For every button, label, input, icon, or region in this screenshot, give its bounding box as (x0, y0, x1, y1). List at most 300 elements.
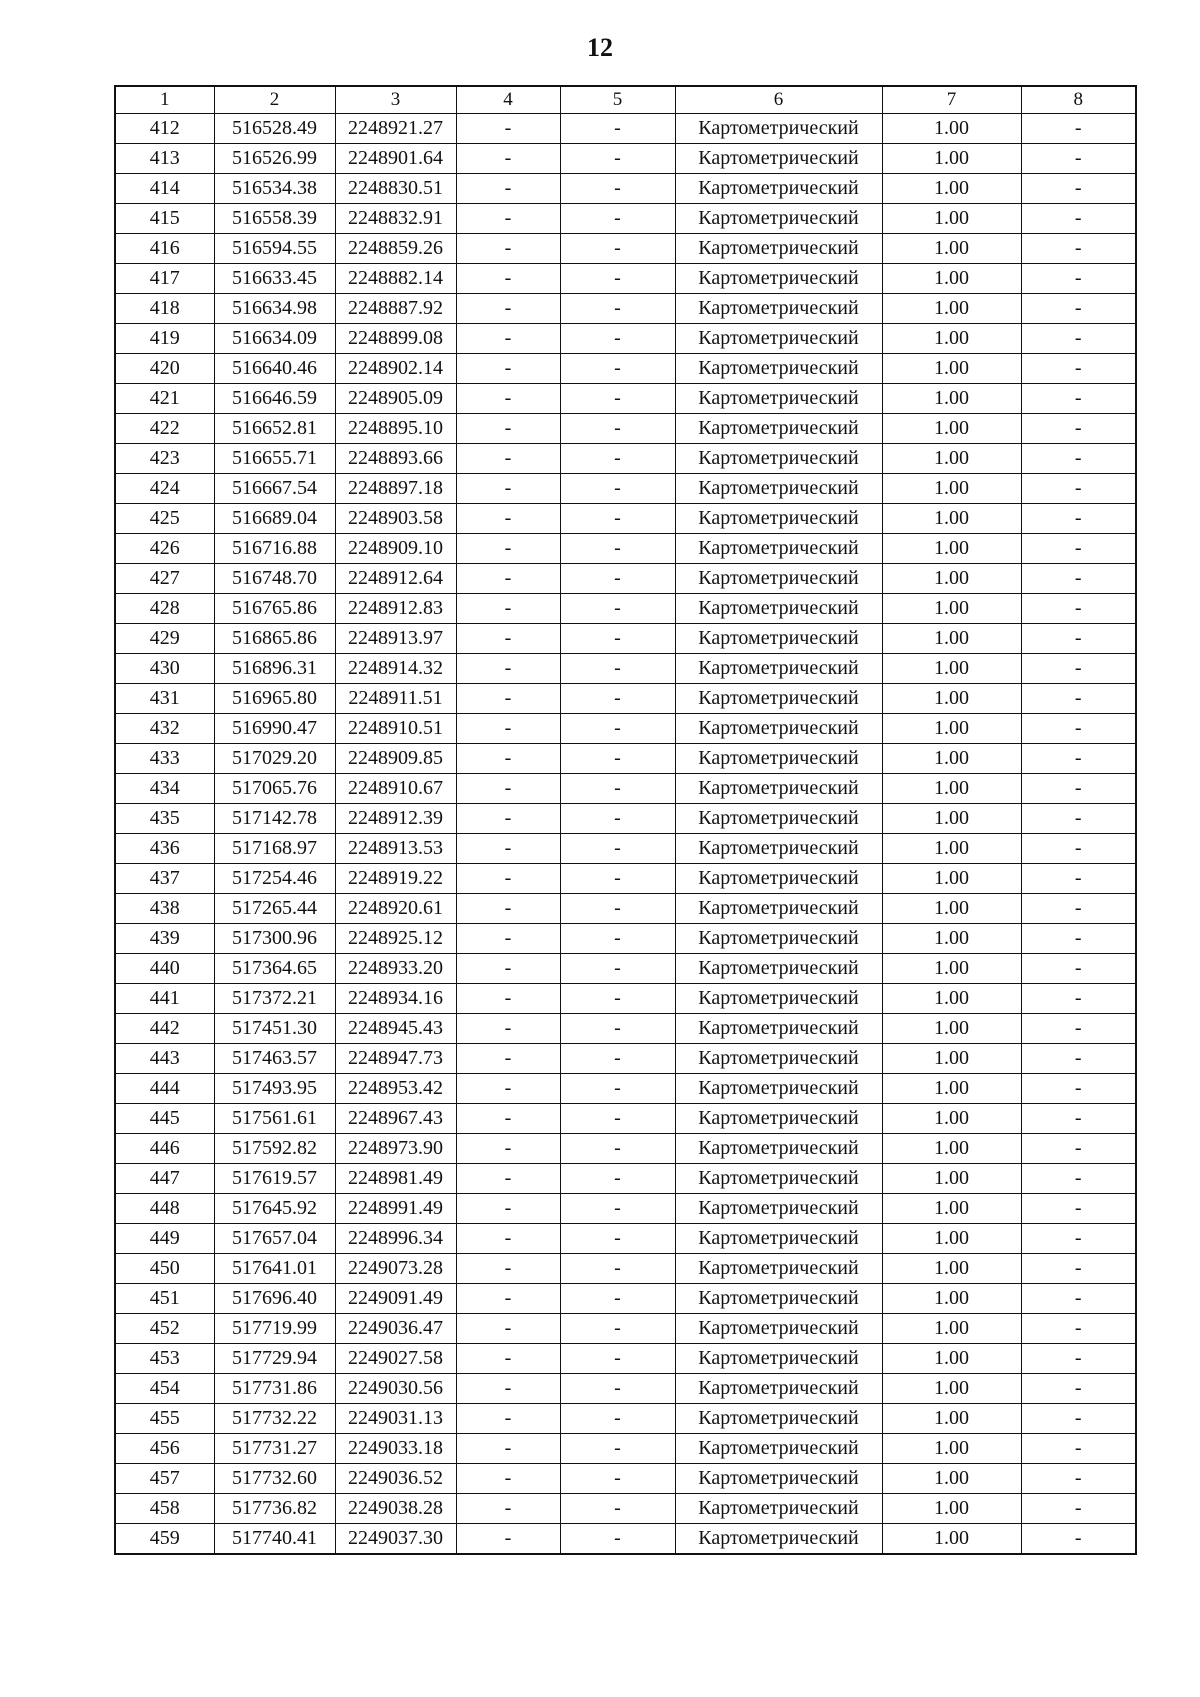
method-cell: Картометрический (675, 324, 882, 354)
y-coordinate-cell: 2248945.43 (335, 1014, 456, 1044)
col4-cell: - (456, 1464, 560, 1494)
table-row (115, 1524, 1136, 1555)
col8-cell: - (1021, 1224, 1136, 1254)
accuracy-cell: 1.00 (882, 534, 1021, 564)
y-coordinate-cell: 2248981.49 (335, 1164, 456, 1194)
method-cell: Картометрический (675, 1524, 882, 1555)
x-coordinate-cell: 517740.41 (214, 1524, 335, 1555)
x-coordinate-cell: 517619.57 (214, 1164, 335, 1194)
point-number-cell: 428 (115, 594, 214, 624)
y-coordinate-cell: 2248914.32 (335, 654, 456, 684)
col4-cell: - (456, 744, 560, 774)
col4-cell: - (456, 684, 560, 714)
x-coordinate-cell: 517168.97 (214, 834, 335, 864)
col4-cell: - (456, 624, 560, 654)
col4-cell: - (456, 774, 560, 804)
accuracy-cell: 1.00 (882, 684, 1021, 714)
table-row (115, 414, 1136, 444)
x-coordinate-cell: 517657.04 (214, 1224, 335, 1254)
col4-cell: - (456, 174, 560, 204)
point-number-cell: 452 (115, 1314, 214, 1344)
col5-cell: - (560, 1014, 675, 1044)
y-coordinate-cell: 2248897.18 (335, 474, 456, 504)
table-row (115, 774, 1136, 804)
point-number-cell: 427 (115, 564, 214, 594)
method-cell: Картометрический (675, 1344, 882, 1374)
y-coordinate-cell: 2248953.42 (335, 1074, 456, 1104)
col5-cell: - (560, 804, 675, 834)
point-number-cell: 440 (115, 954, 214, 984)
accuracy-cell: 1.00 (882, 1224, 1021, 1254)
col4-cell: - (456, 1254, 560, 1284)
col5-cell: - (560, 204, 675, 234)
col4-cell: - (456, 1194, 560, 1224)
point-number-cell: 436 (115, 834, 214, 864)
table-row (115, 444, 1136, 474)
point-number-cell: 421 (115, 384, 214, 414)
table-row (115, 924, 1136, 954)
method-cell: Картометрический (675, 444, 882, 474)
coordinates-table (114, 85, 1137, 1555)
header-cell-5: 5 (560, 86, 675, 114)
col5-cell: - (560, 684, 675, 714)
accuracy-cell: 1.00 (882, 294, 1021, 324)
col5-cell: - (560, 474, 675, 504)
point-number-cell: 459 (115, 1524, 214, 1555)
point-number-cell: 425 (115, 504, 214, 534)
method-cell: Картометрический (675, 1314, 882, 1344)
method-cell: Картометрический (675, 894, 882, 924)
y-coordinate-cell: 2249036.52 (335, 1464, 456, 1494)
method-cell: Картометрический (675, 234, 882, 264)
method-cell: Картометрический (675, 864, 882, 894)
point-number-cell: 455 (115, 1404, 214, 1434)
col5-cell: - (560, 834, 675, 864)
y-coordinate-cell: 2249038.28 (335, 1494, 456, 1524)
x-coordinate-cell: 516594.55 (214, 234, 335, 264)
method-cell: Картометрический (675, 1014, 882, 1044)
point-number-cell: 448 (115, 1194, 214, 1224)
accuracy-cell: 1.00 (882, 144, 1021, 174)
table-row (115, 744, 1136, 774)
header-row (115, 86, 1136, 114)
point-number-cell: 450 (115, 1254, 214, 1284)
col5-cell: - (560, 864, 675, 894)
col4-cell: - (456, 1164, 560, 1194)
point-number-cell: 445 (115, 1104, 214, 1134)
col8-cell: - (1021, 1494, 1136, 1524)
col4-cell: - (456, 1014, 560, 1044)
x-coordinate-cell: 517029.20 (214, 744, 335, 774)
table-row (115, 1374, 1136, 1404)
col4-cell: - (456, 984, 560, 1014)
col8-cell: - (1021, 864, 1136, 894)
col4-cell: - (456, 114, 560, 144)
col5-cell: - (560, 594, 675, 624)
accuracy-cell: 1.00 (882, 474, 1021, 504)
point-number-cell: 431 (115, 684, 214, 714)
table-row (115, 954, 1136, 984)
method-cell: Картометрический (675, 204, 882, 234)
col8-cell: - (1021, 444, 1136, 474)
accuracy-cell: 1.00 (882, 894, 1021, 924)
col4-cell: - (456, 654, 560, 684)
col8-cell: - (1021, 1074, 1136, 1104)
col8-cell: - (1021, 1344, 1136, 1374)
table-row (115, 1164, 1136, 1194)
x-coordinate-cell: 517493.95 (214, 1074, 335, 1104)
table-row (115, 204, 1136, 234)
x-coordinate-cell: 516558.39 (214, 204, 335, 234)
col4-cell: - (456, 414, 560, 444)
col4-cell: - (456, 204, 560, 234)
y-coordinate-cell: 2248832.91 (335, 204, 456, 234)
point-number-cell: 458 (115, 1494, 214, 1524)
col4-cell: - (456, 564, 560, 594)
point-number-cell: 444 (115, 1074, 214, 1104)
col8-cell: - (1021, 474, 1136, 504)
method-cell: Картометрический (675, 774, 882, 804)
col5-cell: - (560, 1344, 675, 1374)
point-number-cell: 433 (115, 744, 214, 774)
col4-cell: - (456, 264, 560, 294)
col8-cell: - (1021, 174, 1136, 204)
x-coordinate-cell: 516534.38 (214, 174, 335, 204)
col4-cell: - (456, 1134, 560, 1164)
col8-cell: - (1021, 1194, 1136, 1224)
x-coordinate-cell: 517729.94 (214, 1344, 335, 1374)
accuracy-cell: 1.00 (882, 954, 1021, 984)
x-coordinate-cell: 517065.76 (214, 774, 335, 804)
table-row (115, 1014, 1136, 1044)
table-row (115, 1224, 1136, 1254)
method-cell: Картометрический (675, 384, 882, 414)
y-coordinate-cell: 2248859.26 (335, 234, 456, 264)
x-coordinate-cell: 516896.31 (214, 654, 335, 684)
method-cell: Картометрический (675, 924, 882, 954)
point-number-cell: 420 (115, 354, 214, 384)
point-number-cell: 456 (115, 1434, 214, 1464)
accuracy-cell: 1.00 (882, 1014, 1021, 1044)
col8-cell: - (1021, 1164, 1136, 1194)
x-coordinate-cell: 517732.22 (214, 1404, 335, 1434)
y-coordinate-cell: 2248912.39 (335, 804, 456, 834)
accuracy-cell: 1.00 (882, 114, 1021, 144)
col4-cell: - (456, 1314, 560, 1344)
x-coordinate-cell: 516652.81 (214, 414, 335, 444)
accuracy-cell: 1.00 (882, 1044, 1021, 1074)
header-cell-3: 3 (335, 86, 456, 114)
point-number-cell: 438 (115, 894, 214, 924)
y-coordinate-cell: 2248911.51 (335, 684, 456, 714)
x-coordinate-cell: 516748.70 (214, 564, 335, 594)
point-number-cell: 435 (115, 804, 214, 834)
x-coordinate-cell: 517451.30 (214, 1014, 335, 1044)
col8-cell: - (1021, 144, 1136, 174)
method-cell: Картометрический (675, 1284, 882, 1314)
x-coordinate-cell: 517719.99 (214, 1314, 335, 1344)
col8-cell: - (1021, 324, 1136, 354)
y-coordinate-cell: 2249031.13 (335, 1404, 456, 1434)
col4-cell: - (456, 534, 560, 564)
col8-cell: - (1021, 234, 1136, 264)
point-number-cell: 442 (115, 1014, 214, 1044)
x-coordinate-cell: 516667.54 (214, 474, 335, 504)
col5-cell: - (560, 444, 675, 474)
y-coordinate-cell: 2248910.67 (335, 774, 456, 804)
col4-cell: - (456, 864, 560, 894)
accuracy-cell: 1.00 (882, 234, 1021, 264)
col5-cell: - (560, 1314, 675, 1344)
col8-cell: - (1021, 1014, 1136, 1044)
point-number-cell: 429 (115, 624, 214, 654)
header-cell-6: 6 (675, 86, 882, 114)
y-coordinate-cell: 2248887.92 (335, 294, 456, 324)
point-number-cell: 439 (115, 924, 214, 954)
table-row (115, 1254, 1136, 1284)
point-number-cell: 426 (115, 534, 214, 564)
accuracy-cell: 1.00 (882, 1074, 1021, 1104)
y-coordinate-cell: 2248901.64 (335, 144, 456, 174)
col4-cell: - (456, 1044, 560, 1074)
x-coordinate-cell: 517300.96 (214, 924, 335, 954)
col4-cell: - (456, 504, 560, 534)
col8-cell: - (1021, 354, 1136, 384)
point-number-cell: 424 (115, 474, 214, 504)
x-coordinate-cell: 517372.21 (214, 984, 335, 1014)
col5-cell: - (560, 1284, 675, 1314)
col5-cell: - (560, 114, 675, 144)
col8-cell: - (1021, 984, 1136, 1014)
col5-cell: - (560, 504, 675, 534)
x-coordinate-cell: 516865.86 (214, 624, 335, 654)
col5-cell: - (560, 774, 675, 804)
table-row (115, 474, 1136, 504)
method-cell: Картометрический (675, 1194, 882, 1224)
table-row (115, 354, 1136, 384)
point-number-cell: 413 (115, 144, 214, 174)
col5-cell: - (560, 1134, 675, 1164)
col8-cell: - (1021, 564, 1136, 594)
col4-cell: - (456, 384, 560, 414)
y-coordinate-cell: 2248925.12 (335, 924, 456, 954)
col5-cell: - (560, 1074, 675, 1104)
method-cell: Картометрический (675, 1254, 882, 1284)
col5-cell: - (560, 294, 675, 324)
y-coordinate-cell: 2248895.10 (335, 414, 456, 444)
col4-cell: - (456, 1344, 560, 1374)
point-number-cell: 443 (115, 1044, 214, 1074)
point-number-cell: 422 (115, 414, 214, 444)
col8-cell: - (1021, 894, 1136, 924)
method-cell: Картометрический (675, 474, 882, 504)
y-coordinate-cell: 2248991.49 (335, 1194, 456, 1224)
col8-cell: - (1021, 204, 1136, 234)
col5-cell: - (560, 1224, 675, 1254)
col4-cell: - (456, 294, 560, 324)
col4-cell: - (456, 234, 560, 264)
y-coordinate-cell: 2248912.83 (335, 594, 456, 624)
table-body (115, 114, 1136, 1555)
method-cell: Картометрический (675, 744, 882, 774)
col5-cell: - (560, 384, 675, 414)
method-cell: Картометрический (675, 1044, 882, 1074)
col8-cell: - (1021, 414, 1136, 444)
table-row (115, 1134, 1136, 1164)
col8-cell: - (1021, 1044, 1136, 1074)
y-coordinate-cell: 2248903.58 (335, 504, 456, 534)
table-row (115, 834, 1136, 864)
point-number-cell: 437 (115, 864, 214, 894)
method-cell: Картометрический (675, 654, 882, 684)
header-cell-4: 4 (456, 86, 560, 114)
table-row (115, 264, 1136, 294)
col5-cell: - (560, 894, 675, 924)
x-coordinate-cell: 517142.78 (214, 804, 335, 834)
y-coordinate-cell: 2249027.58 (335, 1344, 456, 1374)
col4-cell: - (456, 834, 560, 864)
table-row (115, 114, 1136, 144)
col8-cell: - (1021, 1434, 1136, 1464)
point-number-cell: 430 (115, 654, 214, 684)
table-row (115, 894, 1136, 924)
accuracy-cell: 1.00 (882, 324, 1021, 354)
col5-cell: - (560, 744, 675, 774)
x-coordinate-cell: 516716.88 (214, 534, 335, 564)
col8-cell: - (1021, 954, 1136, 984)
col5-cell: - (560, 144, 675, 174)
point-number-cell: 453 (115, 1344, 214, 1374)
point-number-cell: 434 (115, 774, 214, 804)
accuracy-cell: 1.00 (882, 1524, 1021, 1555)
table-row (115, 1044, 1136, 1074)
col4-cell: - (456, 594, 560, 624)
point-number-cell: 454 (115, 1374, 214, 1404)
table-row (115, 1314, 1136, 1344)
col5-cell: - (560, 1164, 675, 1194)
accuracy-cell: 1.00 (882, 1344, 1021, 1374)
x-coordinate-cell: 516689.04 (214, 504, 335, 534)
col5-cell: - (560, 1194, 675, 1224)
method-cell: Картометрический (675, 114, 882, 144)
y-coordinate-cell: 2249091.49 (335, 1284, 456, 1314)
y-coordinate-cell: 2248909.85 (335, 744, 456, 774)
accuracy-cell: 1.00 (882, 864, 1021, 894)
col4-cell: - (456, 1224, 560, 1254)
table-row (115, 534, 1136, 564)
col8-cell: - (1021, 924, 1136, 954)
accuracy-cell: 1.00 (882, 174, 1021, 204)
col8-cell: - (1021, 684, 1136, 714)
col5-cell: - (560, 414, 675, 444)
col8-cell: - (1021, 1374, 1136, 1404)
method-cell: Картометрический (675, 1434, 882, 1464)
col4-cell: - (456, 714, 560, 744)
col5-cell: - (560, 924, 675, 954)
method-cell: Картометрический (675, 804, 882, 834)
table-row (115, 234, 1136, 264)
y-coordinate-cell: 2248973.90 (335, 1134, 456, 1164)
accuracy-cell: 1.00 (882, 564, 1021, 594)
accuracy-cell: 1.00 (882, 354, 1021, 384)
x-coordinate-cell: 517731.86 (214, 1374, 335, 1404)
accuracy-cell: 1.00 (882, 924, 1021, 954)
y-coordinate-cell: 2249036.47 (335, 1314, 456, 1344)
col4-cell: - (456, 804, 560, 834)
x-coordinate-cell: 516634.09 (214, 324, 335, 354)
col4-cell: - (456, 1404, 560, 1434)
table-row (115, 1494, 1136, 1524)
y-coordinate-cell: 2249073.28 (335, 1254, 456, 1284)
x-coordinate-cell: 516990.47 (214, 714, 335, 744)
y-coordinate-cell: 2249037.30 (335, 1524, 456, 1555)
col4-cell: - (456, 474, 560, 504)
method-cell: Картометрический (675, 564, 882, 594)
accuracy-cell: 1.00 (882, 774, 1021, 804)
table-row (115, 984, 1136, 1014)
col5-cell: - (560, 714, 675, 744)
accuracy-cell: 1.00 (882, 1464, 1021, 1494)
method-cell: Картометрический (675, 1104, 882, 1134)
accuracy-cell: 1.00 (882, 504, 1021, 534)
method-cell: Картометрический (675, 1224, 882, 1254)
accuracy-cell: 1.00 (882, 384, 1021, 414)
x-coordinate-cell: 516640.46 (214, 354, 335, 384)
accuracy-cell: 1.00 (882, 804, 1021, 834)
col8-cell: - (1021, 774, 1136, 804)
y-coordinate-cell: 2248933.20 (335, 954, 456, 984)
col4-cell: - (456, 144, 560, 174)
col4-cell: - (456, 354, 560, 384)
method-cell: Картометрический (675, 294, 882, 324)
x-coordinate-cell: 517364.65 (214, 954, 335, 984)
table-row (115, 1284, 1136, 1314)
method-cell: Картометрический (675, 984, 882, 1014)
method-cell: Картометрический (675, 594, 882, 624)
col5-cell: - (560, 324, 675, 354)
header-cell-7: 7 (882, 86, 1021, 114)
x-coordinate-cell: 517696.40 (214, 1284, 335, 1314)
y-coordinate-cell: 2248909.10 (335, 534, 456, 564)
method-cell: Картометрический (675, 624, 882, 654)
method-cell: Картометрический (675, 1374, 882, 1404)
table-row (115, 714, 1136, 744)
col8-cell: - (1021, 594, 1136, 624)
accuracy-cell: 1.00 (882, 1104, 1021, 1134)
method-cell: Картометрический (675, 414, 882, 444)
table-row (115, 144, 1136, 174)
point-number-cell: 415 (115, 204, 214, 234)
accuracy-cell: 1.00 (882, 744, 1021, 774)
table-row (115, 174, 1136, 204)
accuracy-cell: 1.00 (882, 444, 1021, 474)
table-row (115, 384, 1136, 414)
table-row (115, 1464, 1136, 1494)
x-coordinate-cell: 517731.27 (214, 1434, 335, 1464)
col8-cell: - (1021, 804, 1136, 834)
col5-cell: - (560, 534, 675, 564)
y-coordinate-cell: 2248920.61 (335, 894, 456, 924)
accuracy-cell: 1.00 (882, 714, 1021, 744)
y-coordinate-cell: 2248899.08 (335, 324, 456, 354)
y-coordinate-cell: 2248967.43 (335, 1104, 456, 1134)
col4-cell: - (456, 1074, 560, 1104)
col8-cell: - (1021, 1404, 1136, 1434)
accuracy-cell: 1.00 (882, 594, 1021, 624)
method-cell: Картометрический (675, 1074, 882, 1104)
table-row (115, 1434, 1136, 1464)
accuracy-cell: 1.00 (882, 1494, 1021, 1524)
